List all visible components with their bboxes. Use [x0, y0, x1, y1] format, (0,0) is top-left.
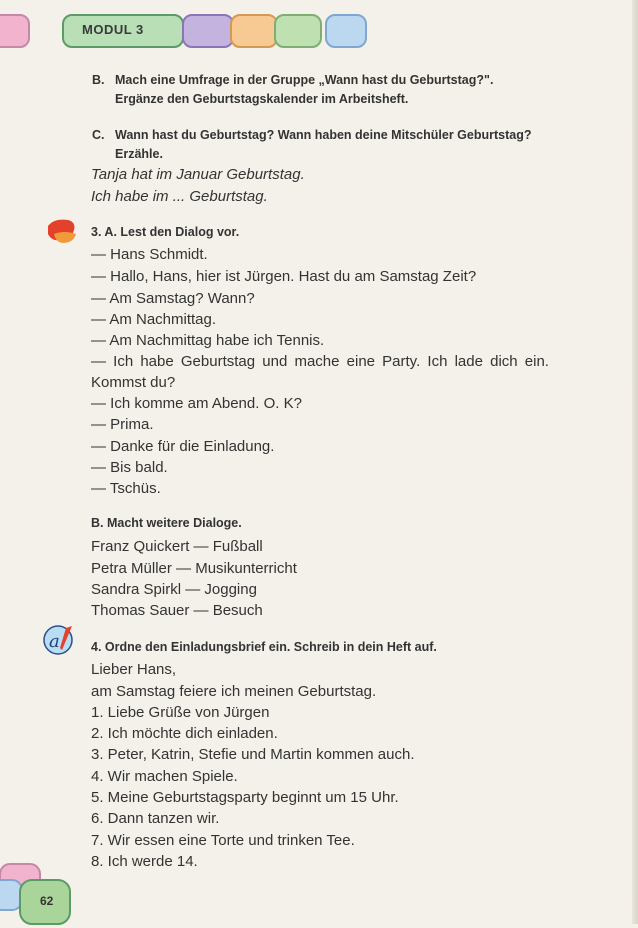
letter-intro-line: am Samstag feiere ich meinen Geburtstag. — [91, 683, 377, 700]
letter-item: 7. Wir essen eine Torte und trinken Tee. — [91, 832, 355, 849]
header-tab-pink — [0, 14, 30, 48]
header-tab-green — [274, 14, 322, 48]
dialog-line: — Ich komme am Abend. O. K? — [91, 395, 302, 412]
letter-intro-line: Lieber Hans, — [91, 661, 177, 678]
task-c-example-1: Tanja hat im Januar Geburtstag. — [91, 166, 305, 183]
dialog-line: — Tschüs. — [91, 480, 161, 497]
task-3-title: 3. A. Lest den Dialog vor. — [91, 225, 240, 239]
task-c-line2: Erzähle. — [115, 147, 163, 161]
dialog-line: — Prima. — [91, 416, 154, 433]
dialog-pair: Petra Müller — Musikunterricht — [91, 560, 297, 577]
dialog-line: — Hans Schmidt. — [91, 246, 208, 263]
letter-item: 8. Ich werde 14. — [91, 853, 198, 870]
dialog-pair: Sandra Spirkl — Jogging — [91, 581, 257, 598]
dialog-line: — Hallo, Hans, hier ist Jürgen. Hast du am Samstag Zeit? — [91, 268, 477, 285]
page-number: 62 — [40, 894, 54, 908]
dialog-line: — Am Nachmittag. — [91, 311, 217, 328]
task-c-letter: C. — [92, 128, 105, 142]
dialog-line-justified — [91, 353, 601, 371]
speech-hand-icon — [44, 216, 80, 246]
dialog-pair: Franz Quickert — Fußball — [91, 538, 263, 555]
dialog-line: — Am Samstag? Wann? — [91, 290, 255, 307]
task-4-heading: 4. Ordne den Einladungsbrief ein. Schreib in dein Heft auf. — [91, 640, 437, 654]
page-number-tab — [0, 858, 90, 928]
dialog-line: — Ich habe Geburtstag und mache eine Party. Ich lade dich ein. — [91, 353, 549, 370]
header-tab-blue — [325, 14, 367, 48]
svg-text:a: a — [49, 631, 60, 652]
module-header-bar — [0, 0, 638, 60]
dialog-pair: Thomas Sauer — Besuch — [91, 602, 263, 619]
task-c-example-2: Ich habe im ... Geburtstag. — [91, 188, 268, 205]
header-tab-purple — [182, 14, 234, 48]
task-b-line1: Mach eine Umfrage in der Gruppe „Wann hast du Geburtstag?". — [115, 73, 494, 87]
pen-write-icon — [40, 624, 80, 656]
task-b-line2: Ergänze den Geburtstagskalender im Arbeitsheft. — [115, 92, 409, 106]
dialog-line: — Danke für die Einladung. — [91, 438, 275, 455]
letter-item: 1. Liebe Grüße von Jürgen — [91, 704, 270, 721]
task-c-line1: Wann hast du Geburtstag? Wann haben deine Mitschüler Geburtstag? — [115, 128, 532, 142]
dialog-line: — Am Nachmittag habe ich Tennis. — [91, 332, 325, 349]
letter-item: 2. Ich möchte dich einladen. — [91, 725, 278, 742]
page-edge — [632, 0, 638, 924]
letter-item: 6. Dann tanzen wir. — [91, 810, 220, 827]
dialog-line: — Bis bald. — [91, 459, 168, 476]
task-b-letter: B. — [92, 73, 105, 87]
letter-item: 4. Wir machen Spiele. — [91, 768, 238, 785]
letter-item: 5. Meine Geburtstagsparty beginnt um 15 Uhr. — [91, 789, 399, 806]
task-3b-heading: B. Macht weitere Dialoge. — [91, 516, 242, 530]
dialog-line: Kommst du? — [91, 374, 176, 391]
letter-item: 3. Peter, Katrin, Stefie und Martin kommen auch. — [91, 746, 415, 763]
module-label: MODUL 3 — [82, 22, 144, 37]
header-tab-orange — [230, 14, 278, 48]
